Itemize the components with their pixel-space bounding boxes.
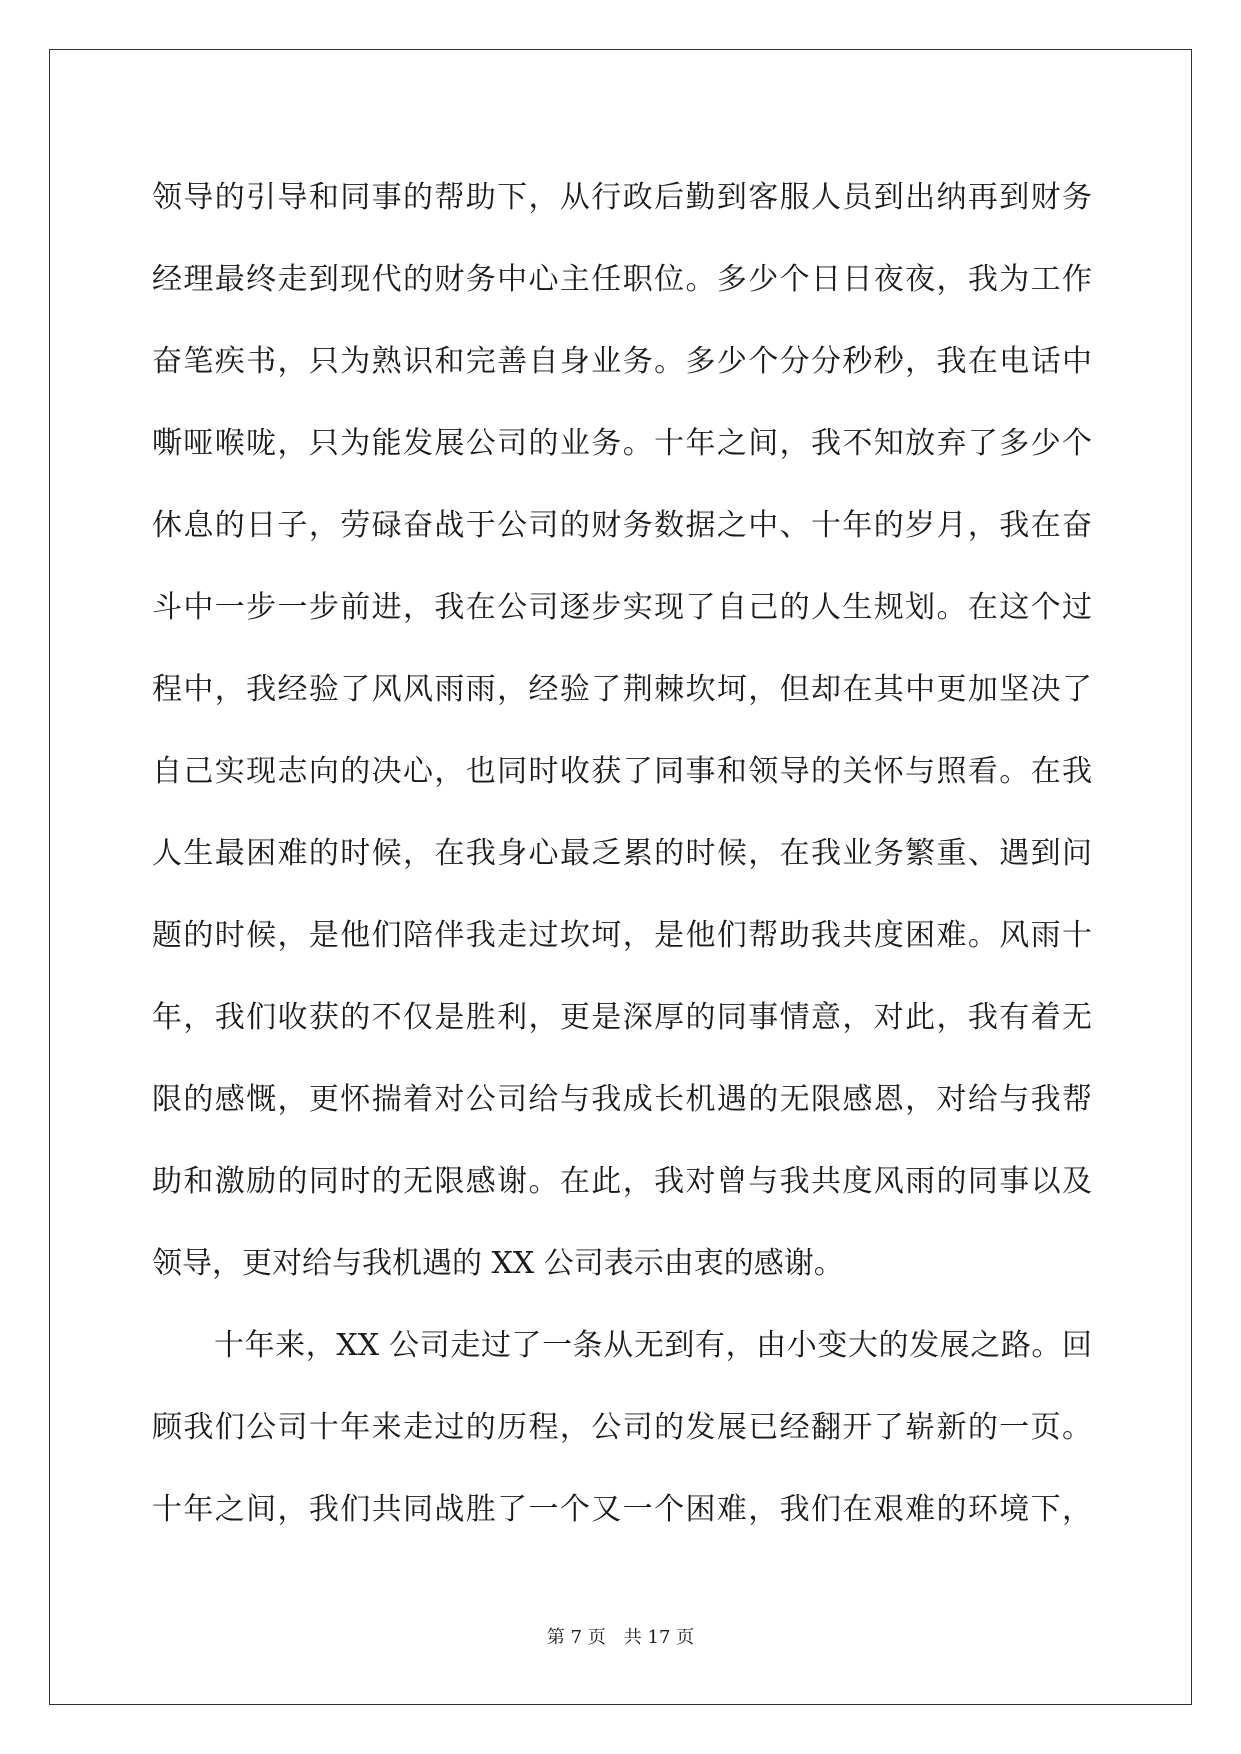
text-line: 斗中一步一步前进，我在公司逐步实现了自己的人生规划。在这个过 bbox=[152, 590, 1092, 625]
text-line: 领导的引导和同事的帮助下，从行政后勤到客服人员到出纳再到财务 bbox=[152, 180, 1092, 215]
text-line: 自己实现志向的决心，也同时收获了同事和领导的关怀与照看。在我 bbox=[152, 754, 1092, 789]
document-body bbox=[152, 157, 1092, 1551]
text-line: 题的时候，是他们陪伴我走过坎坷，是他们帮助我共度困难。风雨十 bbox=[152, 918, 1092, 953]
text-line: 人生最困难的时候，在我身心最乏累的时候，在我业务繁重、遇到问 bbox=[152, 836, 1092, 871]
text-line: 休息的日子，劳碌奋战于公司的财务数据之中、十年的岁月，我在奋 bbox=[152, 508, 1092, 543]
text-line: 嘶哑喉咙，只为能发展公司的业务。十年之间，我不知放弃了多少个 bbox=[152, 426, 1092, 461]
text-line: 助和激励的同时的无限感谢。在此，我对曾与我共度风雨的同事以及 bbox=[152, 1164, 1092, 1199]
page-number-total: 共 17 页 bbox=[623, 1627, 695, 1648]
text-line: 领导，更对给与我机遇的 XX 公司表示由衷的感谢。 bbox=[152, 1246, 844, 1281]
text-line: 奋笔疾书，只为熟识和完善自身业务。多少个分分秒秒，我在电话中 bbox=[152, 344, 1092, 379]
text-line: 顾我们公司十年来走过的历程，公司的发展已经翻开了崭新的一页。 bbox=[152, 1410, 1092, 1445]
page-number-current: 第 7 页 bbox=[546, 1627, 606, 1648]
text-line: 程中，我经验了风风雨雨，经验了荆棘坎坷，但却在其中更加坚决了 bbox=[152, 672, 1092, 707]
text-line: 经理最终走到现代的财务中心主任职位。多少个日日夜夜，我为工作 bbox=[152, 262, 1092, 297]
text-line: 限的感慨，更怀揣着对公司给与我成长机遇的无限感恩，对给与我帮 bbox=[152, 1082, 1092, 1117]
paragraph-1 bbox=[152, 157, 1092, 1305]
text-line: 年，我们收获的不仅是胜利，更是深厚的同事情意，对此，我有着无 bbox=[152, 1000, 1092, 1035]
text-line: 十年来，XX 公司走过了一条从无到有，由小变大的发展之路。回 bbox=[214, 1328, 1092, 1363]
paragraph-2 bbox=[152, 1305, 1092, 1551]
page-footer bbox=[0, 1626, 1241, 1650]
text-line: 十年之间，我们共同战胜了一个又一个困难，我们在艰难的环境下， bbox=[152, 1492, 1092, 1527]
